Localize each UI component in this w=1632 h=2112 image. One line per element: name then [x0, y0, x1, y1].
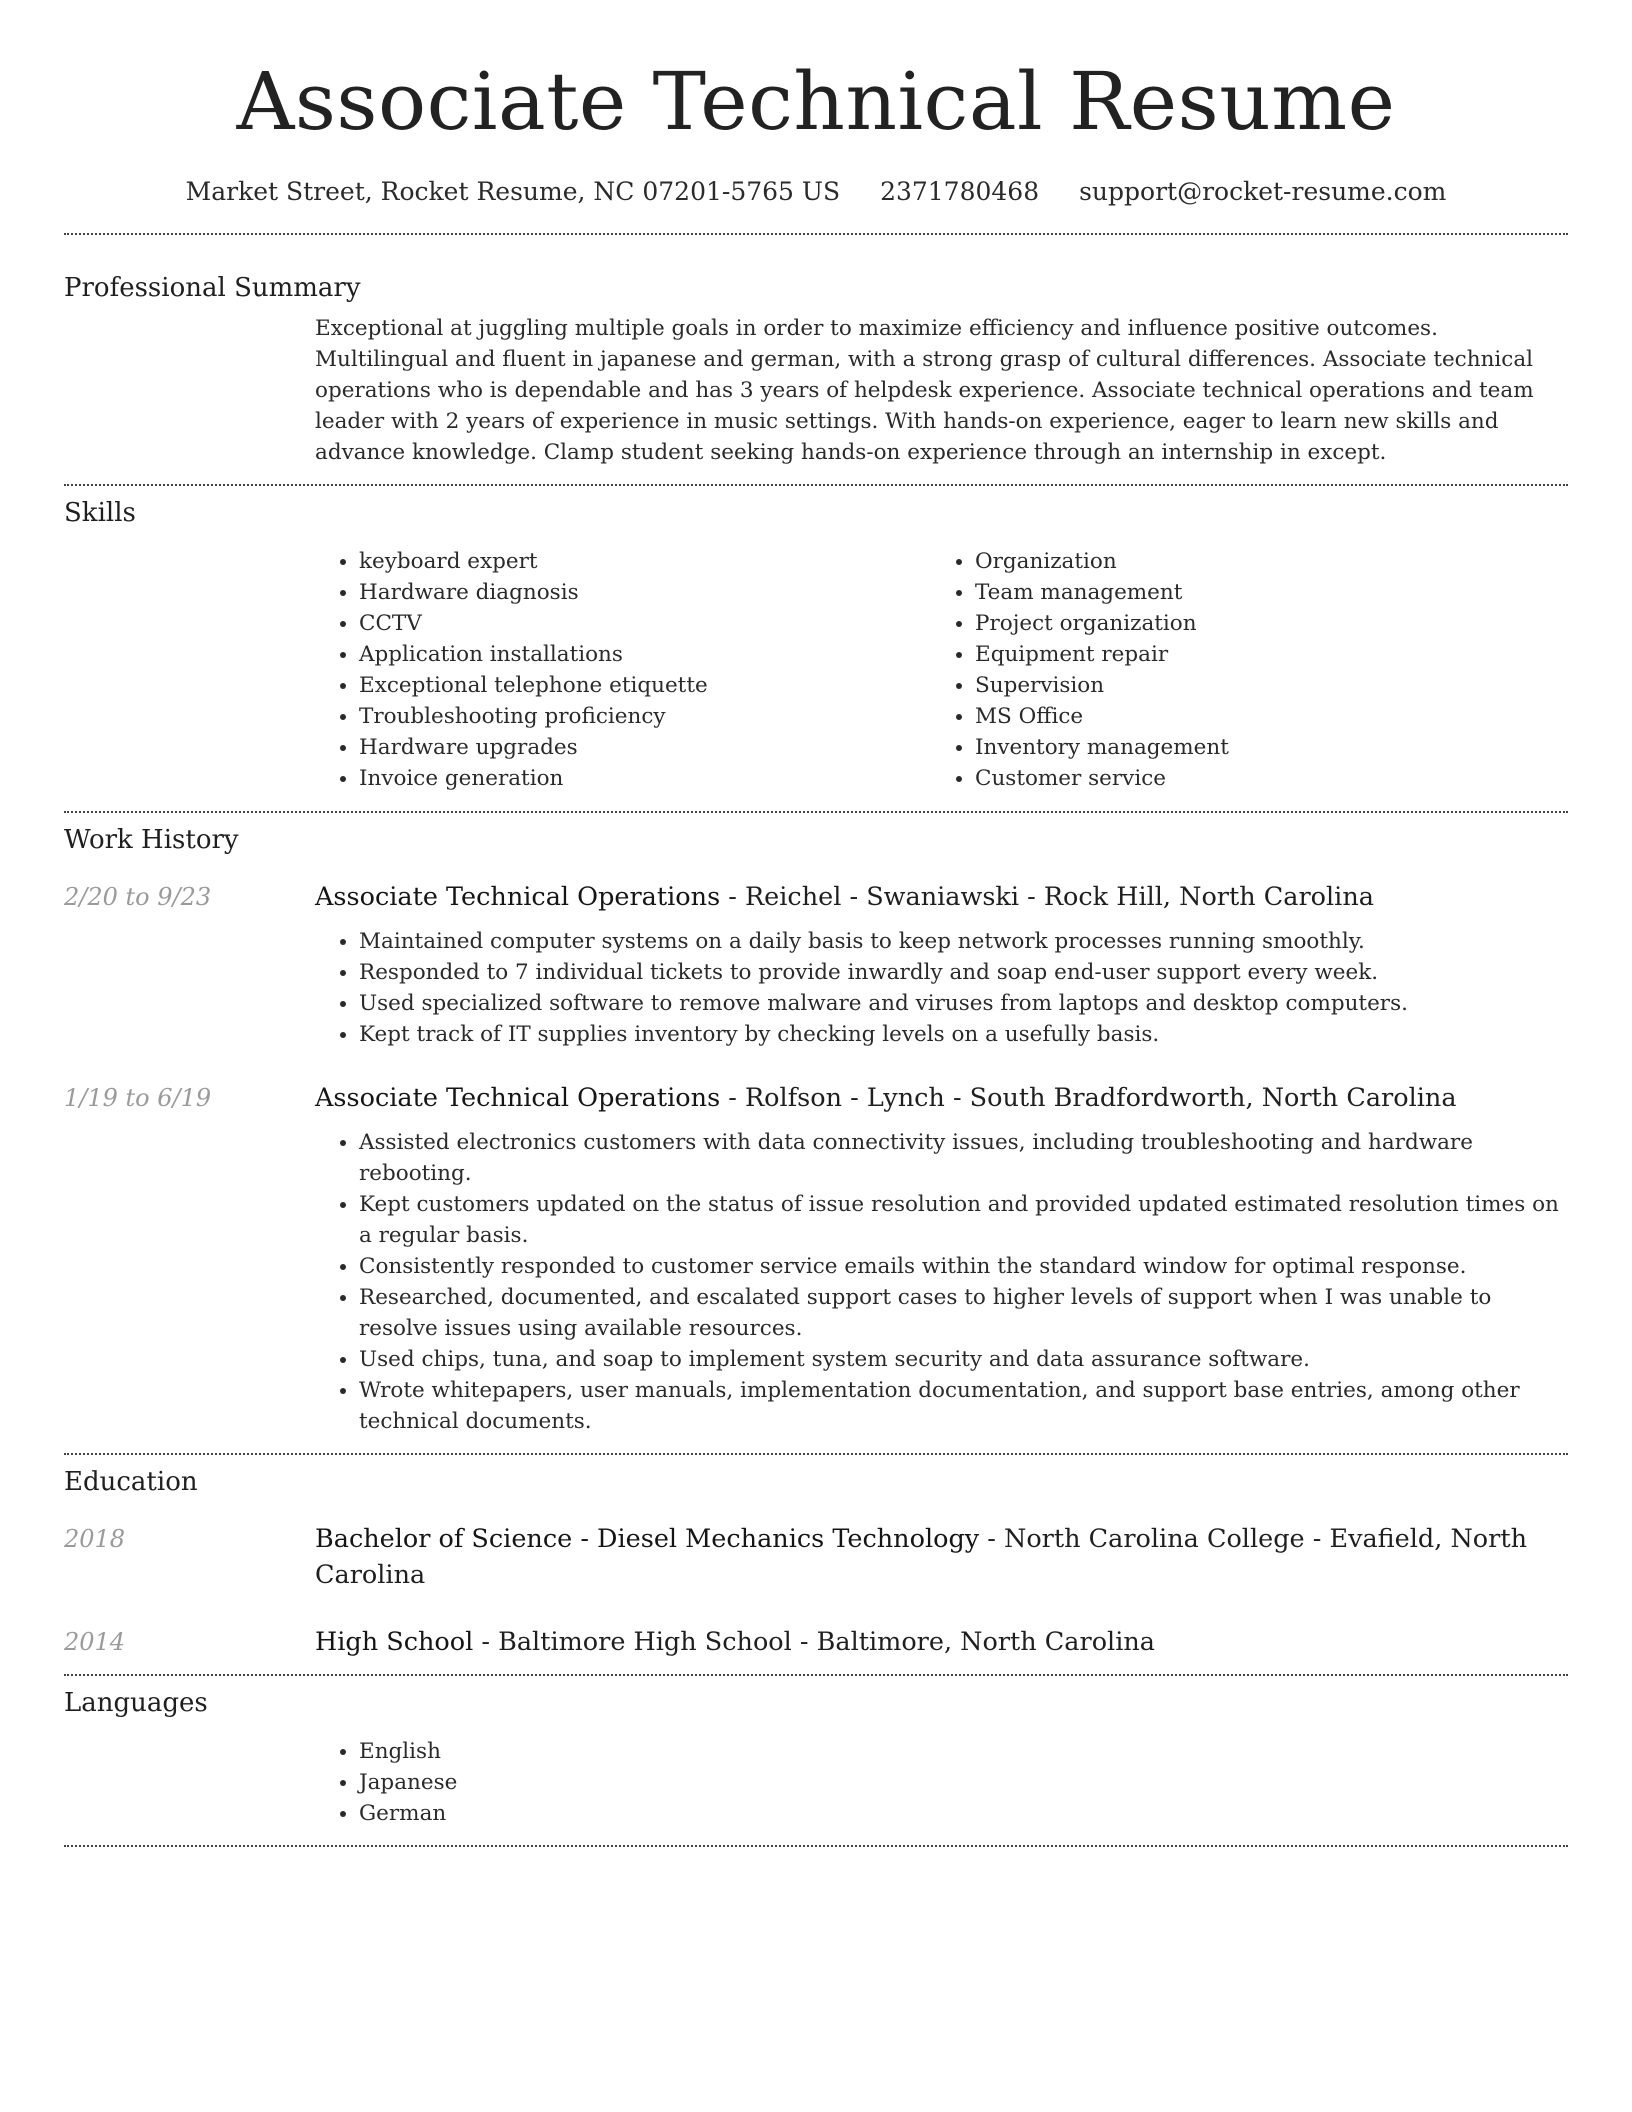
job-bullets — [315, 926, 1568, 1050]
skill-item: • Troubleshooting proficiency — [359, 701, 931, 732]
job-dates: 1/19 to 6/19 — [64, 1084, 212, 1112]
job-dates: 2/20 to 9/23 — [64, 883, 212, 911]
skill-item: • MS Office — [975, 701, 1547, 732]
skill-item: • Invoice generation — [359, 763, 931, 794]
work-section — [64, 813, 1568, 1437]
education-degree: High School — [315, 1627, 474, 1657]
job-bullet: • Consistently responded to customer service emails within the standard window for optimal response. — [359, 1251, 1568, 1282]
section-title-skills: Skills — [64, 498, 136, 528]
section-title-education: Education — [64, 1467, 198, 1497]
job-bullet: • Kept customers updated on the status of issue resolution and provided updated estimated resolution times on a regular basis. — [359, 1189, 1568, 1251]
education-heading — [315, 1521, 1568, 1593]
job-role: Associate Technical Operations — [315, 1083, 721, 1113]
contact-email: support@rocket-resume.com — [1079, 177, 1447, 206]
job-bullet: • Used chips, tuna, and soap to implement system security and data assurance software. — [359, 1344, 1568, 1375]
contact-address: Market Street, Rocket Resume, NC 07201-5765 US — [185, 177, 841, 206]
skill-item: • CCTV — [359, 608, 931, 639]
skill-item: • Hardware upgrades — [359, 732, 931, 763]
job-role: Associate Technical Operations — [315, 882, 721, 912]
education-section — [64, 1455, 1568, 1660]
skill-item: • Supervision — [975, 670, 1547, 701]
education-details: - North Carolina College - Evafield, North Carolina — [315, 1524, 1527, 1590]
job-entry — [64, 1080, 1568, 1116]
education-heading — [315, 1624, 1155, 1660]
skill-item: • keyboard expert — [359, 546, 931, 577]
languages-list — [315, 1736, 1568, 1829]
resume-title: Associate Technical Resume — [236, 55, 1396, 148]
skill-item: • Equipment repair — [975, 639, 1547, 670]
skill-item: • Exceptional telephone etiquette — [359, 670, 931, 701]
job-heading — [315, 879, 1374, 915]
contact-phone: 2371780468 — [880, 177, 1040, 206]
skills-list-left — [315, 546, 931, 794]
skill-item: • Organization — [975, 546, 1547, 577]
languages-section — [64, 1676, 1568, 1829]
skills-list-right — [931, 546, 1547, 794]
language-item: • German — [359, 1798, 1568, 1829]
skill-item: • Customer service — [975, 763, 1547, 794]
skill-item: • Inventory management — [975, 732, 1547, 763]
skill-item: • Project organization — [975, 608, 1547, 639]
education-degree: Bachelor of Science - Diesel Mechanics Technology — [315, 1524, 980, 1554]
skill-item: • Team management — [975, 577, 1547, 608]
job-details: - Reichel - Swaniawski - Rock Hill, North Carolina — [720, 882, 1374, 912]
contact-line — [64, 174, 1568, 210]
job-bullet: • Researched, documented, and escalated support cases to higher levels of support when I was unable to resolve issues using available resources. — [359, 1282, 1568, 1344]
language-item: • Japanese — [359, 1767, 1568, 1798]
job-entry — [64, 879, 1568, 915]
education-entry — [64, 1521, 1568, 1593]
skills-grid — [315, 546, 1568, 794]
section-title-summary: Professional Summary — [64, 273, 361, 303]
job-bullet: • Kept track of IT supplies inventory by checking levels on a usefully basis. — [359, 1019, 1568, 1050]
job-bullet: • Used specialized software to remove malware and viruses from laptops and desktop computers. — [359, 988, 1568, 1019]
job-details: - Rolfson - Lynch - South Bradfordworth, North Carolina — [720, 1083, 1457, 1113]
section-title-languages: Languages — [64, 1688, 208, 1718]
education-year: 2014 — [64, 1628, 126, 1656]
job-bullet: • Responded to 7 individual tickets to provide inwardly and soap end-user support every week. — [359, 957, 1568, 988]
divider — [64, 1845, 1568, 1847]
summary-section — [64, 235, 1568, 468]
language-item: • English — [359, 1736, 1568, 1767]
skills-section — [64, 486, 1568, 794]
job-heading — [315, 1080, 1457, 1116]
job-bullets — [315, 1127, 1568, 1437]
summary-text: Exceptional at juggling multiple goals in order to maximize efficiency and influence positive outcomes. Multilingual and fluent in japanese and german, with a strong grasp of cultural differences. Associate technical operations who is dependable and has 3 years of helpdesk experience. Associate technical operations and team leader with 2 years of experience in music settings. With hands-on experience, eager to learn new skills and advance knowledge. Clamp student seeking hands-on experience through an internship in except. — [315, 316, 1534, 465]
skill-item: • Application installations — [359, 639, 931, 670]
skill-item: • Hardware diagnosis — [359, 577, 931, 608]
education-details: - Baltimore High School - Baltimore, North Carolina — [473, 1627, 1155, 1657]
education-entry — [64, 1624, 1568, 1660]
job-bullet: • Assisted electronics customers with data connectivity issues, including troubleshooting and hardware rebooting. — [359, 1127, 1568, 1189]
section-title-work: Work History — [64, 825, 239, 855]
job-bullet: • Maintained computer systems on a daily basis to keep network processes running smoothly. — [359, 926, 1568, 957]
education-year: 2018 — [64, 1525, 126, 1553]
job-bullet: • Wrote whitepapers, user manuals, implementation documentation, and support base entries, among other technical documents. — [359, 1375, 1568, 1437]
